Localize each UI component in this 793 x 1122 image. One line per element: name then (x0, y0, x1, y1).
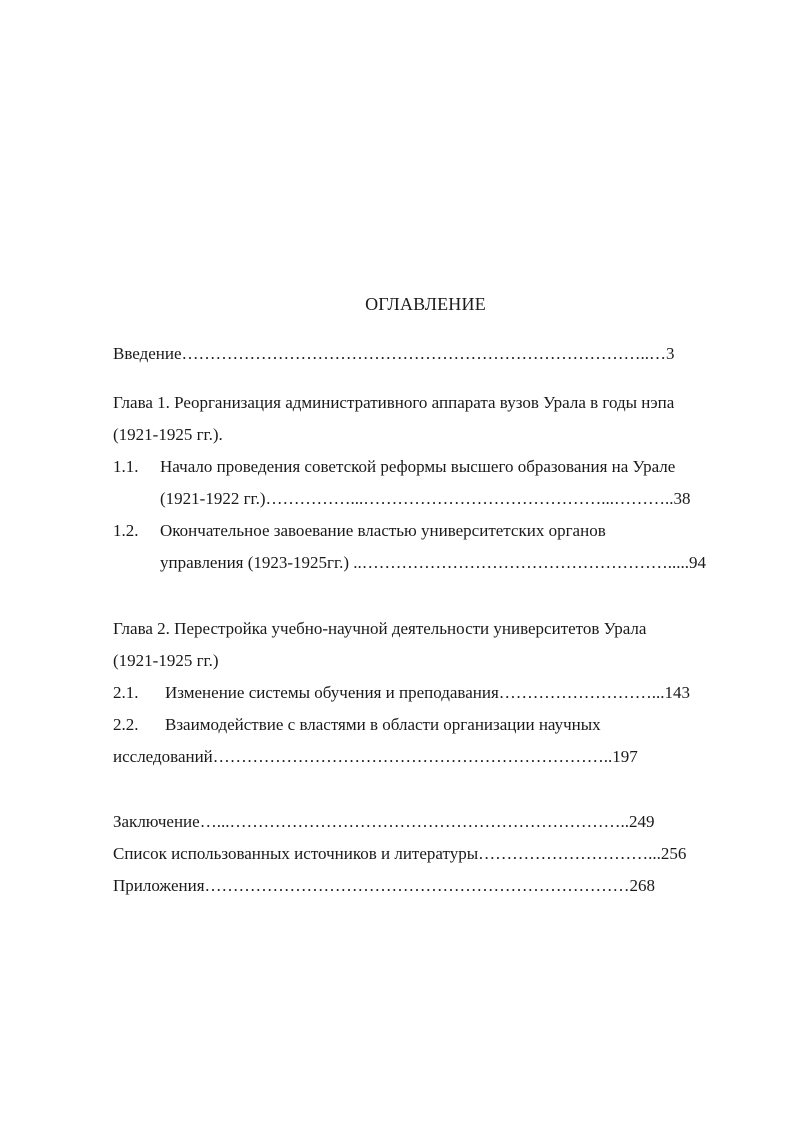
chapter1-heading-line2: (1921-1925 гг.). (113, 425, 223, 444)
chapter2-heading-line1: Глава 2. Перестройка учебно-научной деятельности университетов Урала (113, 619, 647, 638)
toc-entry-appendix: Приложения…………………………………………………………………268 (113, 876, 656, 895)
toc-entry-2-2 (113, 714, 601, 736)
section-title: Взаимодействие с властями в области организации научных (165, 715, 601, 734)
section-title: Начало проведения советской реформы высшего образования на Урале (160, 457, 676, 476)
section-number: 1.1. (113, 457, 139, 476)
toc-entry-sources: Список использованных источников и литературы…………………………...256 (113, 844, 687, 863)
toc-entry-1-1 (113, 456, 675, 478)
toc-entry-1-2 (113, 520, 606, 542)
section-number: 2.2. (113, 715, 139, 734)
chapter2-heading-line2: (1921-1925 гг.) (113, 651, 219, 670)
toc-title: ОГЛАВЛЕНИЕ (365, 294, 486, 314)
toc-entry-1-1-cont: (1921-1922 гг.)……………...……………………………………...………..38 (160, 489, 691, 508)
toc-entry-intro: Введение………………………………………………………………………..…3 (113, 344, 675, 363)
toc-entry-conclusion: Заключение…...……………………………………………………………..249 (113, 812, 655, 831)
chapter1-heading-line1: Глава 1. Реорганизация административного аппарата вузов Урала в годы нэпа (113, 393, 675, 412)
section-number: 1.2. (113, 521, 139, 540)
toc-entry-2-2-cont: исследований……………………………………………………………..197 (113, 747, 638, 766)
toc-entry-1-2-cont: управления (1923-1925гг.) ..……………………………………………….....94 (160, 553, 707, 572)
toc-entry-2-1 (113, 682, 690, 704)
section-title: Окончательное завоевание властью университетских органов (160, 521, 606, 540)
section-number: 2.1. (113, 683, 139, 702)
section-title: Изменение системы обучения и преподавания………………………...143 (165, 683, 691, 702)
